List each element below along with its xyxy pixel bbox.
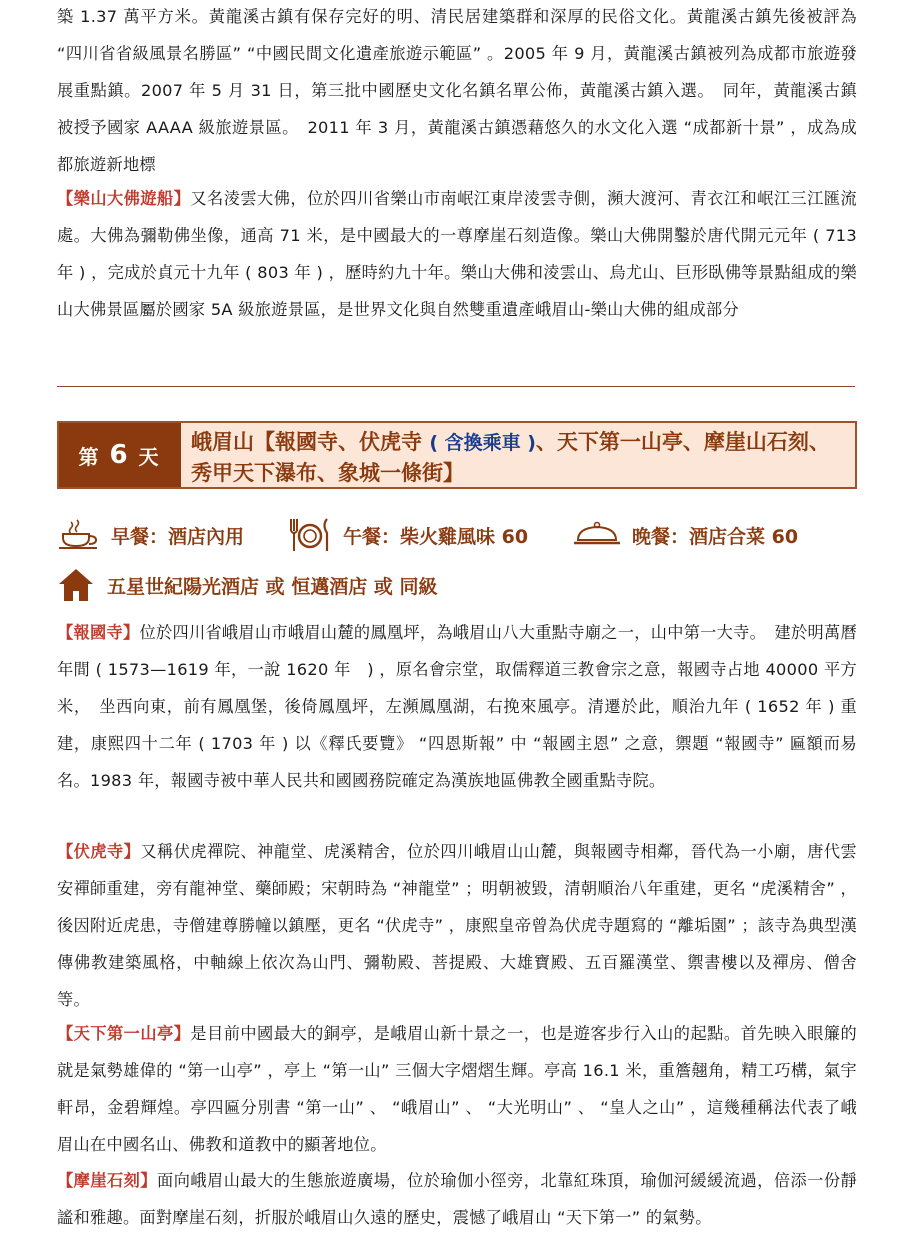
leshan-text: 又名淩雲大佛，位於四川省樂山市南岷江東岸淩雲寺側，瀕大渡河、青衣江和岷江三江匯流處。大佛為彌勒佛坐像，通高 71 米，是中國最大的一尊摩崖石刻造像。樂山大佛開鑿於唐代開元元年 ( 713 年 ) ，完成於貞元十九年 ( 803 年 ) ，歷時約九十年。樂山大佛和淩雲山、烏尤山、巨形臥佛等景點組成的樂山大佛景區屬於國家 5A 級旅遊景區，是世界文化與自然雙重遺產峨眉山-樂山大佛的組成部分 xyxy=(57,189,858,319)
day-prefix: 第 xyxy=(78,444,102,469)
breakfast-label: 早餐：酒店內用 xyxy=(111,525,245,548)
hotel-row xyxy=(57,563,437,607)
tianxia-tag: 【天下第一山亭】 xyxy=(57,1024,191,1043)
lunch-label: 午餐：柴火雞風味 60 xyxy=(343,525,529,548)
intro-paragraph xyxy=(57,0,857,183)
day-suffix: 天 xyxy=(138,444,162,469)
meals-row xyxy=(57,510,857,560)
fuhu-tag: 【伏虎寺】 xyxy=(57,842,141,861)
moya-paragraph xyxy=(57,1162,857,1236)
hotel-label: 五星世紀陽光酒店 或 恒邁酒店 或 同級 xyxy=(107,575,438,598)
cloche-icon xyxy=(572,520,622,550)
day-title-main: 峨眉山【報國寺、伏虎寺 xyxy=(191,430,430,454)
house-icon xyxy=(57,567,95,603)
day-badge xyxy=(59,423,181,487)
baoguo-paragraph xyxy=(57,614,857,799)
day-number: 6 xyxy=(109,440,131,470)
breakfast xyxy=(57,518,287,552)
coffee-cup-icon xyxy=(57,518,101,552)
fuhu-paragraph xyxy=(57,833,857,1018)
tianxia-paragraph xyxy=(57,1015,857,1163)
day-title-rest: 、天下第一山亭、摩崖山石刻、秀甲天下瀑布、象城一條街】 xyxy=(191,430,830,485)
plate-cutlery-icon xyxy=(287,515,333,555)
section-divider xyxy=(57,386,855,387)
tianxia-text: 是目前中國最大的銅亭，是峨眉山新十景之一，也是遊客步行入山的起點。首先映入眼簾的就是氣勢雄偉的 “第一山亭” ，亭上 “第一山” 三個大字熠熠生輝。亭高 16.1 米，重簷翹角，精工巧構，氣宇軒昂，金碧輝煌。亭四匾分別書 “第一山” 、 “峨眉山” 、 “大光明山” 、 “皇人之山” ，這幾種稱法代表了峨眉山在中國名山、佛教和道教中的顯著地位。 xyxy=(57,1024,858,1154)
leshan-tag: 【樂山大佛遊船】 xyxy=(57,189,191,208)
day-header xyxy=(57,421,857,489)
baoguo-text: 位於四川省峨眉山市峨眉山麓的鳳凰坪，為峨眉山八大重點寺廟之一，山中第一大寺。 建於明萬曆年間 ( 1573—1619 年，一說 1620 年 ) ，原名會宗堂，取儒釋道三教會宗之意，報國寺占地 40000 平方米， 坐西向東，前有鳳凰堡，後倚鳳凰坪，左瀕鳳凰湖，右挽來風亭。清遷於此，順治九年 ( 1652 年 ) 重建，康熙四十二年 ( 1703 年 ) 以《釋氏要覽》 “四恩斯報” 中 “報國主恩” 之意，禦題 “報國寺” 匾額而易名。1983 年，報國寺被中華人民共和國國務院確定為漢族地區佛教全國重點寺院。 xyxy=(57,623,857,790)
moya-tag: 【摩崖石刻】 xyxy=(57,1171,158,1190)
moya-text: 面向峨眉山最大的生態旅遊廣場，位於瑜伽小徑旁，北靠紅珠頂，瑜伽河緩緩流過，倍添一份靜謐和雅趣。面對摩崖石刻，折服於峨眉山久遠的歷史，震憾了峨眉山 “天下第一” 的氣勢。 xyxy=(57,1171,857,1227)
lunch xyxy=(287,515,572,555)
intro-text: 築 1.37 萬平方米。黃龍溪古鎮有保存完好的明、清民居建築群和深厚的民俗文化。黃龍溪古鎮先後被評為 “四川省省級風景名勝區” “中國民間文化遺產旅遊示範區” 。2005 年 9 月，黃龍溪古鎮被列為成都市旅遊發展重點鎮。2007 年 5 月 31 日，第三批中國歷史文化名鎮名單公佈，黃龍溪古鎮入選。 同年，黃龍溪古鎮被授予國家 AAAA 級旅遊景區。 2011 年 3 月，黃龍溪古鎮憑藉悠久的水文化入選 “成都新十景” ，成為成都旅遊新地標 xyxy=(57,7,857,174)
dinner-label: 晚餐：酒店合菜 60 xyxy=(632,525,799,548)
leshan-paragraph xyxy=(57,180,857,328)
baoguo-tag: 【報國寺】 xyxy=(57,623,140,642)
day-title-note: ( 含換乘車 ) xyxy=(429,432,536,454)
day-title xyxy=(181,423,855,487)
fuhu-text: 又稱伏虎禪院、神龍堂、虎溪精舍，位於四川峨眉山山麓，與報國寺相鄰，晉代為一小廟，唐代雲安禪師重建，旁有龍神堂、藥師殿；宋朝時為 “神龍堂” ；明朝被毀，清朝順治八年重建，更名 “虎溪精舍” ，後因附近虎患，寺僧建尊勝幢以鎮壓，更名 “伏虎寺” ，康熙皇帝曾為伏虎寺題寫的 “離垢園” ；該寺為典型漢傳佛教建築風格，中軸線上依次為山門、彌勒殿、菩提殿、大雄寶殿、五百羅漢堂、禦書樓以及禪房、僧舍等。 xyxy=(57,842,857,1009)
dinner xyxy=(572,520,798,550)
